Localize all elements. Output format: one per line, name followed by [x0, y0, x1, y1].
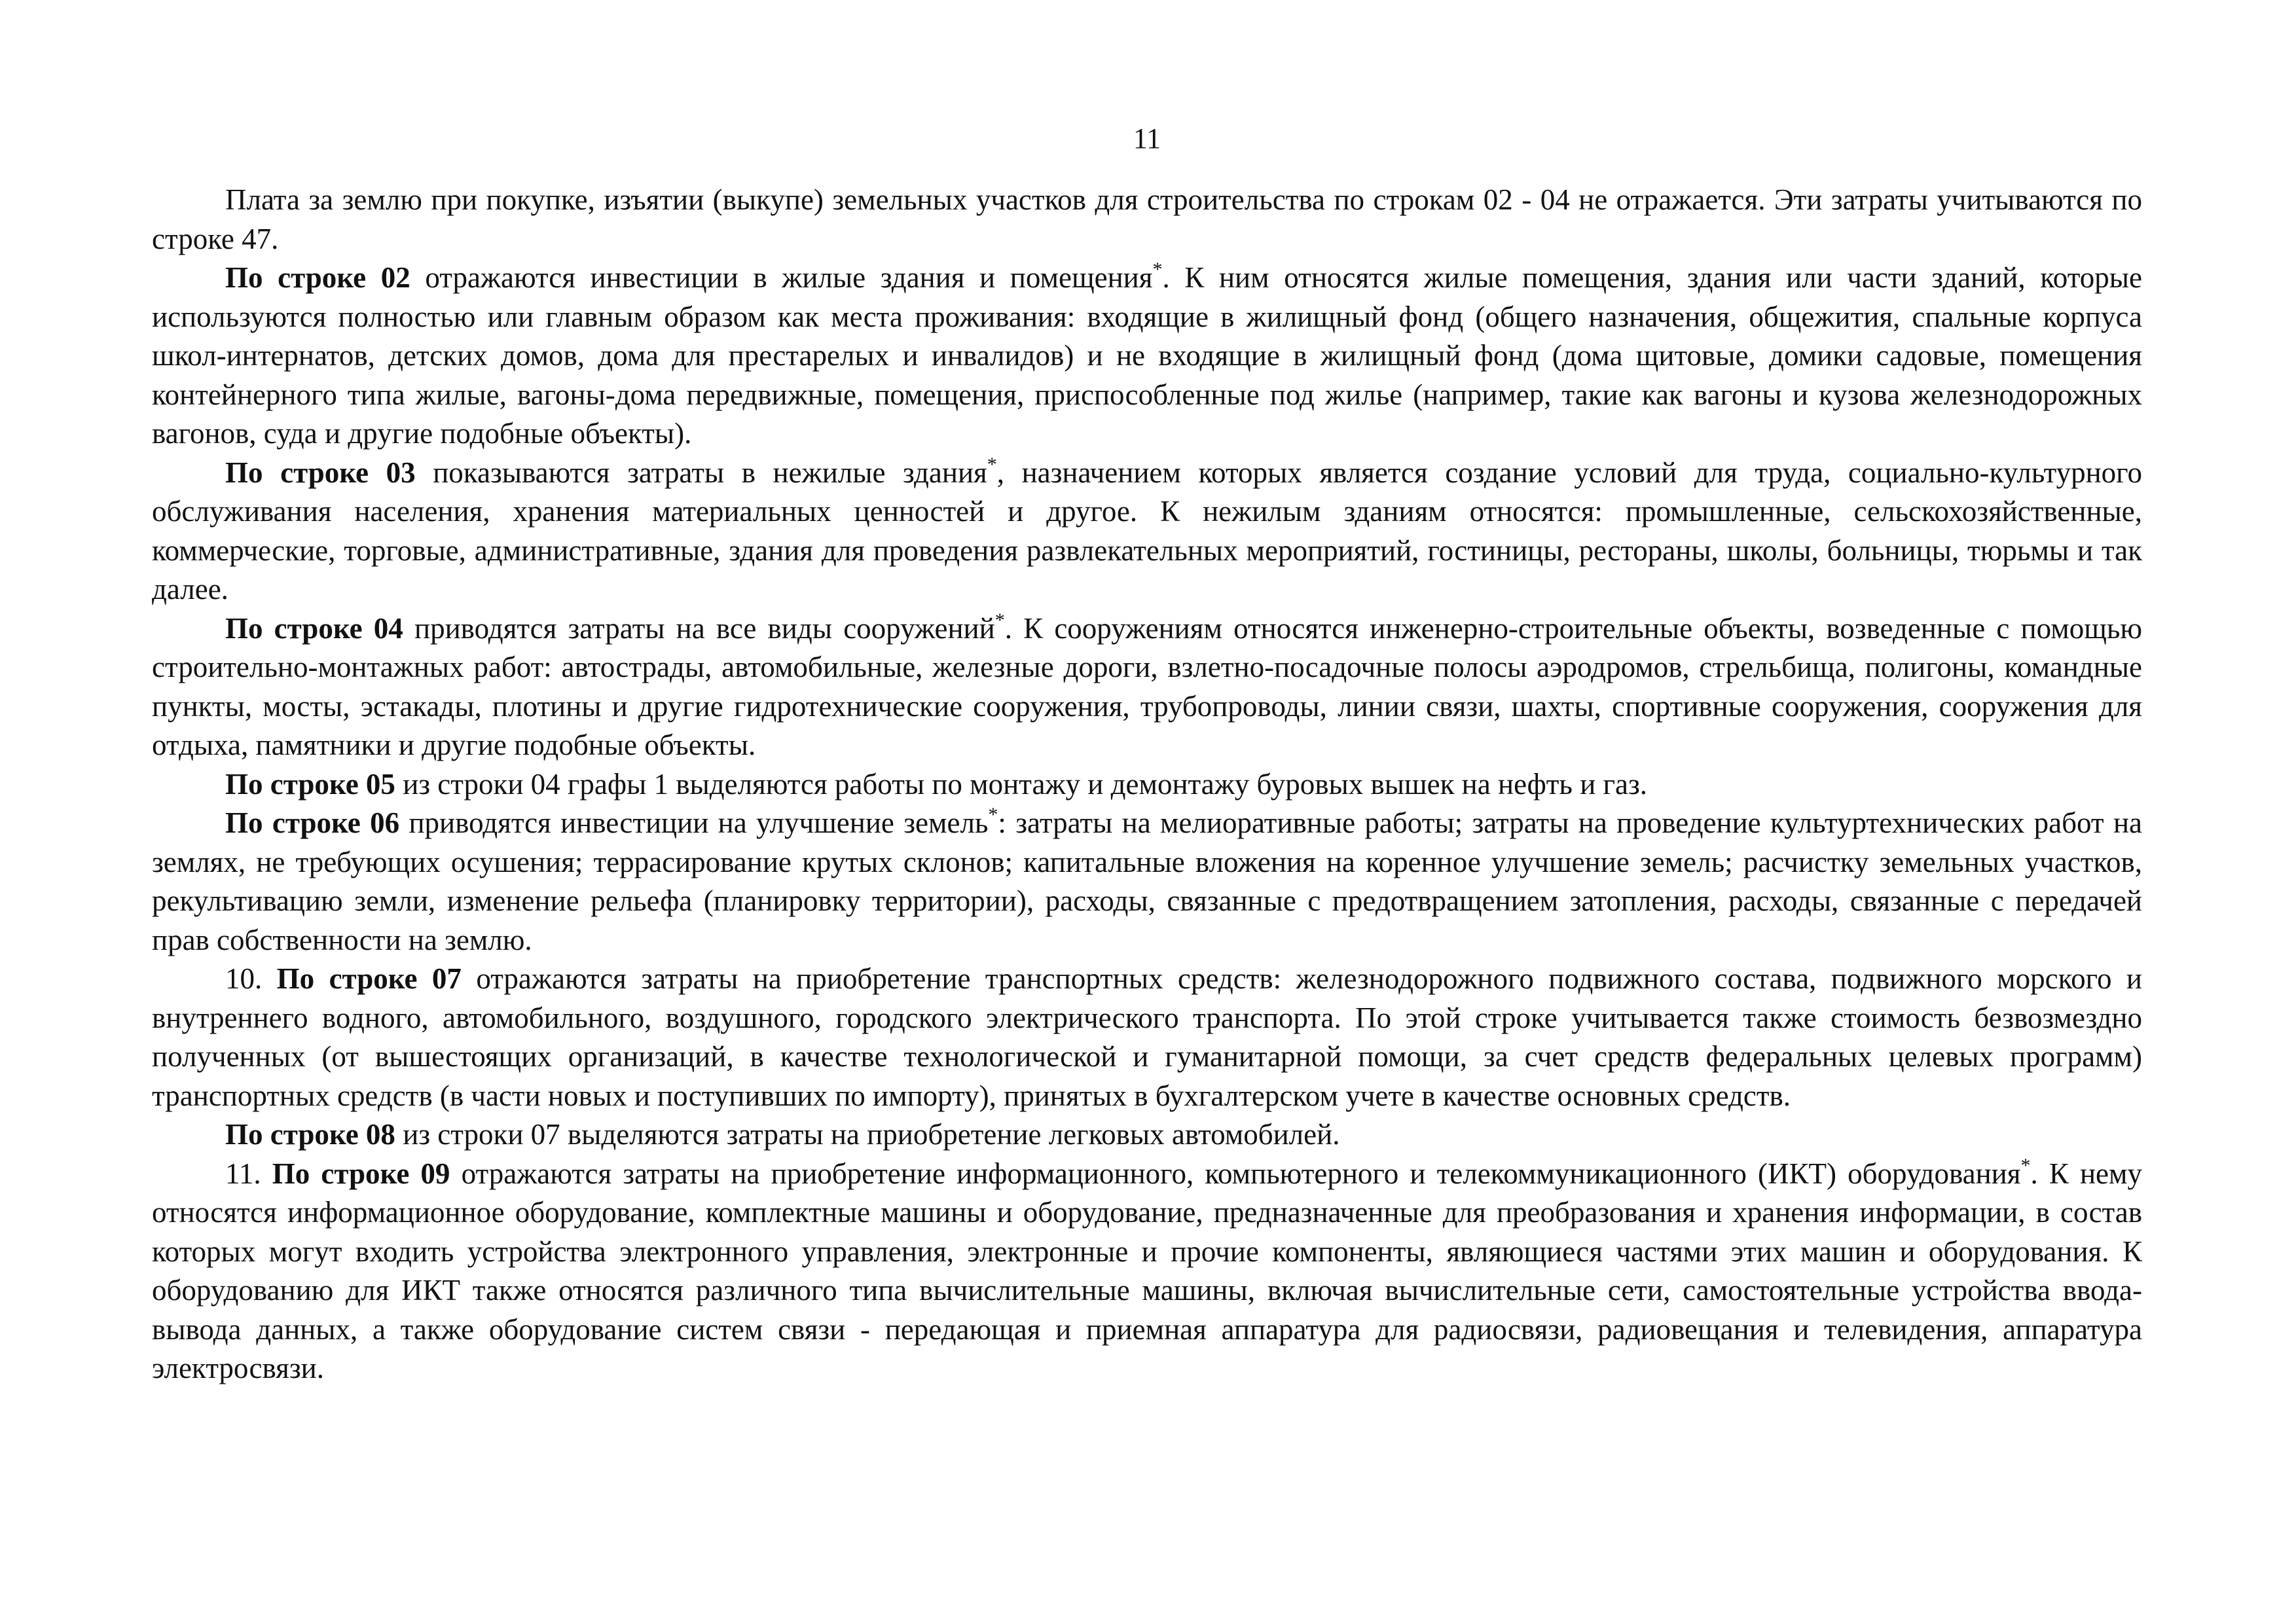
paragraph-text: приводятся затраты на все виды сооружений [403, 611, 995, 645]
paragraph-text-tail: . К нему относятся информационное оборудование, комплектные машины и оборудование, предназначенные для преобразования и хранения информации, в состав которых могут входить устройства электронного управления, электронные и прочие компоненты, являющиеся частями этих машин и оборудования. К оборудованию для ИКТ также относятся различного типа вычислительные машины, включая вычислительные сети, самостоятельные устройства ввода-вывода данных, а также оборудование систем связи - передающая и приемная аппаратура для радиосвязи, радиовещания и телевидения, аппаратура электросвязи. [152, 1157, 2143, 1384]
paragraph-land-payment [152, 181, 2142, 259]
paragraph-line-02 [152, 259, 2142, 454]
footnote-asterisk: * [987, 453, 997, 475]
page-number: 11 [1133, 122, 1161, 154]
line-reference: По строке 06 [225, 806, 400, 839]
paragraph-text: показываются затраты в нежилые здания [415, 456, 987, 489]
line-reference: По строке 07 [276, 962, 462, 995]
line-reference: По строке 03 [225, 456, 416, 489]
line-reference: По строке 05 [225, 767, 395, 801]
paragraph-number: 11. [225, 1157, 272, 1190]
footnote-asterisk: * [988, 804, 998, 825]
paragraph-text: отражаются затраты на приобретение информационного, компьютерного и телекоммуникационного (ИКТ) оборудования [450, 1157, 2021, 1190]
document-body [152, 181, 2142, 1388]
footnote-asterisk: * [994, 609, 1005, 631]
paragraph-line-04 [152, 609, 2142, 765]
paragraph-number: 10. [225, 962, 277, 995]
paragraph-text: приводятся инвестиции на улучшение земель [399, 806, 989, 839]
line-reference: По строке 08 [225, 1118, 395, 1151]
footnote-asterisk: * [1152, 259, 1163, 280]
paragraph-line-09 [152, 1155, 2142, 1388]
paragraph-text: отражаются инвестиции в жилые здания и помещения [410, 261, 1153, 294]
footnote-asterisk: * [2020, 1154, 2031, 1176]
line-reference: По строке 02 [225, 261, 410, 294]
paragraph-text-tail: . К ним относятся жилые помещения, здания или части зданий, которые используются полностью или главным образом как места проживания: входящие в жилищный фонд (общего назначения, общежития, спальные корпуса школ-интернатов, детских домов, дома для престарелых и инвалидов) и не входящие в жилищный фонд (дома щитовые, домики садовые, помещения контейнерного типа жилые, вагоны-дома передвижные, помещения, приспособленные под жилье (например, такие как вагоны и кузова железнодорожных вагонов, суда и другие подобные объекты). [152, 261, 2142, 450]
paragraph-text: из строки 07 выделяются затраты на приобретение легковых автомобилей. [395, 1118, 1340, 1151]
paragraph-text: отражаются затраты на приобретение транспортных средств: железнодорожного подвижного состава, подвижного морского и внутреннего водного, автомобильного, воздушного, городского электрического транспорта. По этой строке учитывается также стоимость безвозмездно полученных (от вышестоящих организаций, в качестве технологической и гуманитарной помощи, за счет средств федеральных целевых программ) транспортных средств (в части новых и поступивших по импорту), принятых в бухгалтерском учете в качестве основных средств. [152, 962, 2142, 1112]
paragraph-text-tail: . К сооружениям относятся инженерно-строительные объекты, возведенные с помощью строительно-монтажных работ: автострады, автомобильные, железные дороги, взлетно-посадочные полосы аэродромов, стрельбища, полигоны, командные пункты, мосты, эстакады, плотины и другие гидротехнические сооружения, трубопроводы, линии связи, шахты, спортивные сооружения, сооружения для отдыха, памятники и другие подобные объекты. [152, 611, 2143, 761]
paragraph-line-03 [152, 454, 2142, 609]
paragraph-line-05 [152, 765, 2142, 804]
line-reference: По строке 09 [272, 1157, 450, 1190]
paragraph-line-06 [152, 804, 2142, 960]
paragraph-line-08 [152, 1115, 2142, 1155]
paragraph-line-07 [152, 960, 2142, 1115]
paragraph-text: из строки 04 графы 1 выделяются работы по монтажу и демонтажу буровых вышек на нефть и газ. [395, 767, 1647, 801]
line-reference: По строке 04 [225, 611, 403, 645]
paragraph-text-tail: : затраты на мелиоративные работы; затраты на проведение культуртехнических работ на землях, не требующих осушения; террасирование крутых склонов; капитальные вложения на коренное улучшение земель; расчистку земельных участков, рекультивацию земли, изменение рельефа (планировку территории), расходы, связанные с предотвращением затопления, расходы, связанные с передачей прав собственности на землю. [152, 806, 2142, 956]
paragraph-text-tail: , назначением которых является создание условий для труда, социально-культурного обслуживания населения, хранения материальных ценностей и другое. К нежилым зданиям относятся: промышленные, сельскохозяйственные, коммерческие, торговые, административные, здания для проведения развлекательных мероприятий, гостиницы, рестораны, школы, больницы, тюрьмы и так далее. [152, 456, 2142, 605]
paragraph-text: Плата за землю при покупке, изъятии (выкупе) земельных участков для строительства по строкам 02 - 04 не отражается. Эти затраты учитываются по строке 47. [152, 183, 2142, 255]
